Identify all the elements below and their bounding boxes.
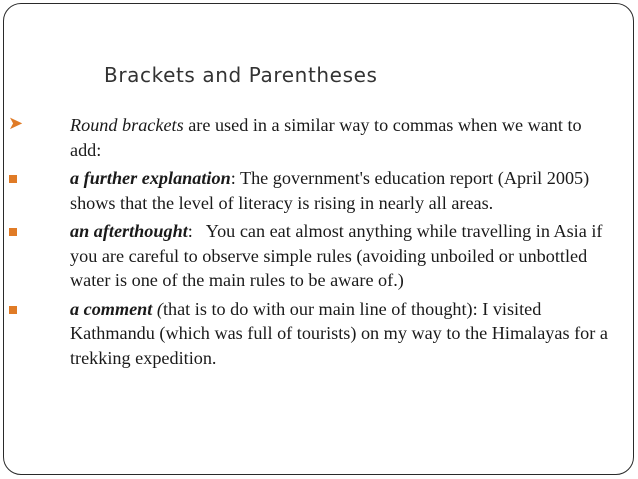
bullet-body: : The government's education report (April 2005) shows that the level of literacy is rising in nearly all areas. xyxy=(70,168,590,213)
slide-title: Brackets and Parentheses xyxy=(104,63,378,87)
bullet-body: : You can eat almost anything while travelling in Asia if you are careful to observe simple rules (avoiding unboiled or unbottled water is one of the main rules to be aware of.) xyxy=(70,221,608,290)
bullet-item-round-brackets xyxy=(8,113,610,162)
bullet-body: are used in a similar way to commas when we want to add: xyxy=(70,115,582,160)
bullet-text xyxy=(70,166,610,215)
square-bullet-icon xyxy=(9,228,17,236)
bullet-term: a further explanation xyxy=(70,168,231,188)
bullet-text xyxy=(70,297,613,371)
bullet-term: an afterthought xyxy=(70,221,188,241)
bullet-item-afterthought xyxy=(70,219,610,293)
square-bullet-icon xyxy=(9,175,17,183)
bullet-item-further-explanation xyxy=(70,166,610,215)
bullet-term: Round brackets xyxy=(70,115,184,135)
square-bullet-icon xyxy=(9,306,17,314)
arrow-bullet-icon: ➤ xyxy=(8,113,24,134)
bullet-item-comment xyxy=(70,297,613,371)
bullet-term-suffix: ( xyxy=(152,298,163,319)
bullet-body: that is to do with our main line of thought): I visited Kathmandu (which was full of tourists) on my way to the Himalayas for a trekking expedition. xyxy=(70,298,613,368)
bullet-text xyxy=(70,219,610,293)
bullet-term: a comment xyxy=(70,298,153,319)
bullet-text xyxy=(19,113,610,162)
bullet-list xyxy=(8,113,613,374)
